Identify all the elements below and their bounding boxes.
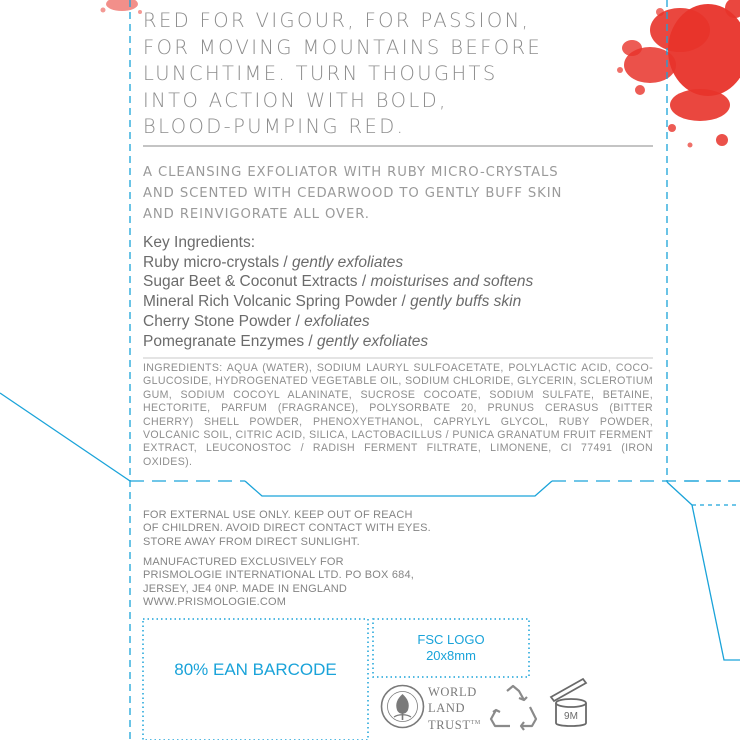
- product-description: [143, 162, 633, 225]
- ingredient-name: Sugar Beet & Coconut Extracts /: [143, 273, 371, 291]
- red-splash-top-left: [101, 0, 143, 14]
- barcode-placeholder-label: 80% EAN BARCODE: [174, 660, 337, 679]
- headline-line: BLOOD-PUMPING RED.: [143, 115, 406, 138]
- ingredient-benefit: gently buffs skin: [410, 293, 522, 311]
- key-ingredients: [143, 233, 643, 351]
- key-ingredient-item: [143, 292, 643, 312]
- key-ingredient-item: [143, 332, 643, 352]
- wlt-line: LAND: [428, 700, 466, 715]
- wlt-line: WORLD: [428, 685, 477, 699]
- warning-line: FOR EXTERNAL USE ONLY. KEEP OUT OF REACH: [143, 509, 413, 521]
- fsc-logo-text: FSC LOGO: [417, 632, 485, 647]
- ingredient-benefit: moisturises and softens: [370, 273, 534, 291]
- description-line: AND REINVIGORATE ALL OVER.: [143, 207, 370, 222]
- pao-months-label: 9M: [564, 711, 578, 722]
- manufacturer-info: [143, 556, 503, 610]
- key-ingredient-item: [143, 272, 643, 292]
- ingredient-name: Cherry Stone Powder /: [143, 312, 305, 330]
- description-line: AND SCENTED WITH CEDARWOOD TO GENTLY BUFF SKIN: [143, 186, 563, 201]
- ingredient-name: Ruby micro-crystals /: [143, 253, 292, 271]
- manufacturer-line: MANUFACTURED EXCLUSIVELY FOR: [143, 556, 344, 568]
- ingredient-name: Mineral Rich Volcanic Spring Powder /: [143, 293, 411, 311]
- usage-warning: [143, 509, 503, 549]
- red-splash-top-right: [617, 0, 740, 148]
- manufacturer-line: PRISMOLOGIE INTERNATIONAL LTD. PO BOX 684,: [143, 569, 415, 582]
- warning-line: STORE AWAY FROM DIRECT SUNLIGHT.: [143, 535, 360, 548]
- manufacturer-line: WWW.PRISMOLOGIE.COM: [143, 596, 287, 609]
- key-ingredient-item: [143, 253, 643, 273]
- key-ingredient-item: [143, 312, 643, 332]
- headline-line: FOR MOVING MOUNTAINS BEFORE: [143, 35, 543, 59]
- fsc-size-text: 20x8mm: [426, 648, 476, 663]
- fsc-placeholder-label: [373, 632, 529, 664]
- description-line: A CLEANSING EXFOLIATOR WITH RUBY MICRO-CRYSTALS: [143, 165, 559, 180]
- ingredient-name: Pomegranate Enzymes /: [143, 332, 318, 350]
- headline-line: LUNCHTIME. TURN THOUGHTS: [143, 62, 498, 85]
- ingredient-benefit: exfoliates: [304, 312, 370, 330]
- warning-line: OF CHILDREN. AVOID DIRECT CONTACT WITH EYES.: [143, 522, 431, 535]
- manufacturer-line: JERSEY, JE4 0NP. MADE IN ENGLAND: [143, 582, 348, 595]
- ingredient-benefit: gently exfoliates: [292, 253, 404, 271]
- wlt-trust-text: TRUST: [428, 718, 471, 733]
- headline: [143, 8, 583, 141]
- ingredient-benefit: gently exfoliates: [317, 332, 429, 350]
- trademark-mark: TM: [470, 720, 481, 726]
- headline-line: RED FOR VIGOUR, FOR PASSION,: [143, 9, 531, 32]
- world-land-trust-seal-icon: [380, 684, 425, 729]
- recycle-icon: [486, 683, 540, 733]
- headline-line: INTO ACTION WITH BOLD,: [143, 88, 448, 112]
- inci-ingredient-list: INGREDIENTS: AQUA (WATER), SODIUM LAURYL SULFOACETATE, POLYLACTIC ACID, COCO-GLUCOSIDE, HYDROGENATED VEGETABLE OIL, SODIUM CHLORIDE, GLYCERIN, SCLEROTIUM GUM, SODIUM COCOYL ALANINATE, SUCROSE COCOATE, SODIUM SULFATE, BETAINE, HECTORITE, PARFUM (FRAGRANCE), POLYSORBATE 20, PRUNUS CERASUS (BITTER CHERRY) SHELL POWDER, PHENOXYETHANOL, CAPRYLYL GLYCOL, RUBY POWDER, VOLCANIC SOIL, CITRIC ACID, SILICA, LACTOBACILLUS / PUNICA GRANATUM FRUIT FERMENT EXTRACT, LEUCONOSTOC / RADISH FERMENT FILTRATE, LIMONENE, CI 77491 (IRON OXIDES).: [143, 362, 653, 468]
- key-ingredients-heading: Key Ingredients:: [143, 234, 256, 251]
